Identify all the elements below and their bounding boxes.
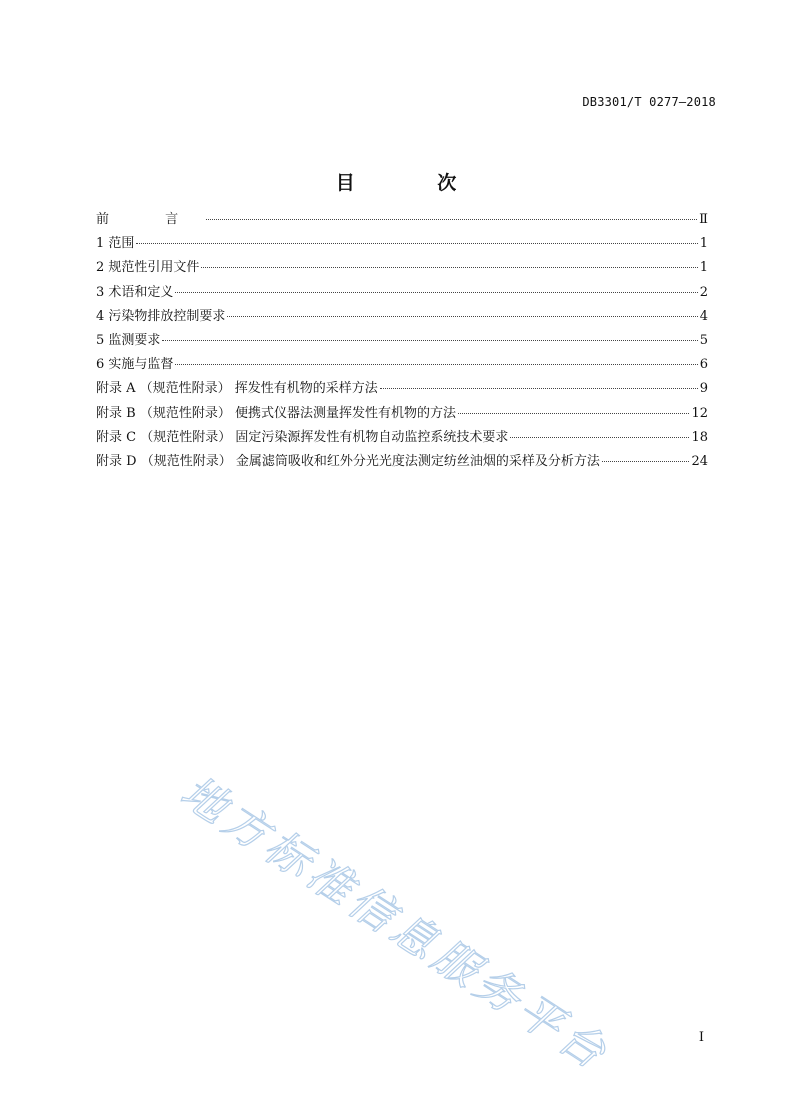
toc-entry-label: 附录 D （规范性附录） 金属滤筒吸收和红外分光光度法测定纺丝油烟的采样及分析方法 [96,453,600,469]
toc-entry-page: 24 [691,453,708,469]
toc-entry-foreword[interactable] [96,208,708,232]
dot-leader [380,387,698,389]
toc-entry-page: Ⅱ [699,212,708,227]
toc-entry-appendix-d[interactable] [96,450,708,474]
toc-entry-emission-control[interactable] [96,305,708,329]
dot-leader [602,460,690,462]
toc-entry-label: 附录 A （规范性附录） 挥发性有机物的采样方法 [96,381,378,397]
toc-entry-page: 12 [691,405,708,421]
toc-entry-label: 前 言 [96,212,205,227]
toc-entry-label: 3 术语和定义 [96,284,174,300]
dot-leader [162,339,697,341]
toc-entry-label: 2 规范性引用文件 [96,260,200,276]
table-of-contents [96,208,708,474]
toc-entry-implementation[interactable] [96,353,708,377]
dot-leader [458,412,690,414]
toc-entry-scope[interactable] [96,232,708,256]
dot-leader [510,436,689,438]
toc-title: 目 次 [335,172,495,194]
document-code: DB3301/T 0277—2018 [582,95,716,109]
toc-entry-appendix-a[interactable] [96,377,708,401]
toc-entry-label: 1 范围 [96,236,135,252]
toc-entry-page: 18 [691,429,708,445]
dot-leader [175,291,697,293]
toc-entry-label: 6 实施与监督 [96,357,174,373]
toc-entry-label: 5 监测要求 [96,332,161,348]
toc-entry-page: 2 [699,284,708,300]
toc-entry-page: 6 [699,357,708,373]
dot-leader [175,363,697,365]
toc-entry-appendix-c[interactable] [96,426,708,450]
dot-leader [206,218,697,220]
toc-entry-page: 5 [699,332,708,348]
toc-entry-page: 1 [699,236,708,252]
toc-entry-page: 4 [699,308,708,324]
toc-entry-page: 1 [699,260,708,276]
toc-entry-terms-definitions[interactable] [96,281,708,305]
toc-entry-page: 9 [699,381,708,397]
toc-entry-label: 附录 C （规范性附录） 固定污染源挥发性有机物自动监控系统技术要求 [96,429,509,445]
toc-entry-normative-references[interactable] [96,256,708,280]
dot-leader [227,315,697,317]
toc-entry-monitoring[interactable] [96,329,708,353]
page-number: I [698,1030,704,1045]
dot-leader [201,266,697,268]
toc-entry-label: 4 污染物排放控制要求 [96,308,226,324]
toc-entry-label: 附录 B （规范性附录） 便携式仪器法测量挥发性有机物的方法 [96,405,456,421]
dot-leader [136,242,697,244]
watermark: 地方标准信息服务平台 [171,766,619,1082]
toc-entry-appendix-b[interactable] [96,402,708,426]
